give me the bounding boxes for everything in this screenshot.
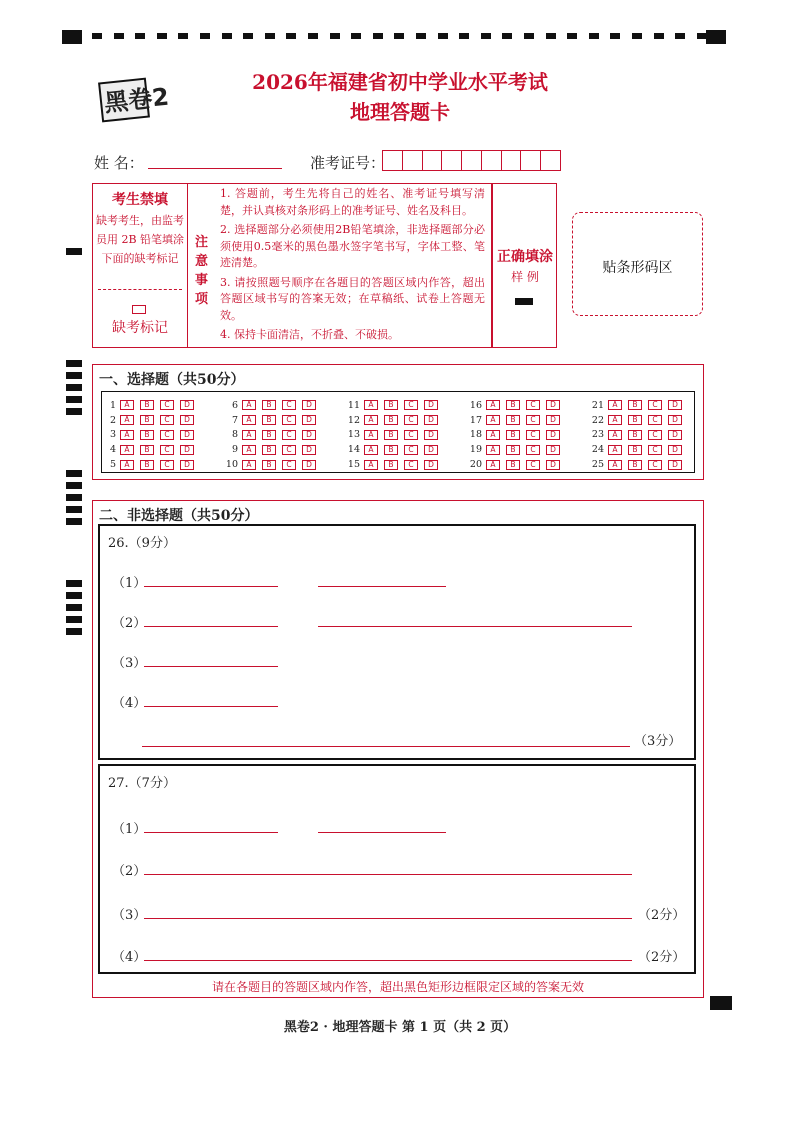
question-number: 16 bbox=[469, 399, 482, 411]
question-row bbox=[346, 442, 444, 457]
timing-mark bbox=[706, 30, 726, 44]
absent-mark-label: 缺考标记 bbox=[112, 320, 168, 336]
side-mark bbox=[66, 592, 82, 599]
sub-label: （3） bbox=[112, 656, 147, 671]
answer-bubble-d[interactable]: D bbox=[180, 415, 194, 425]
timing-dash bbox=[135, 33, 145, 39]
answer-bubble-a[interactable]: A bbox=[364, 460, 378, 470]
answer-bubble-b[interactable]: B bbox=[506, 445, 520, 455]
answer-bubble-a[interactable]: A bbox=[364, 415, 378, 425]
question-26-box bbox=[98, 524, 696, 760]
question-group bbox=[590, 398, 688, 472]
answer-bubble-d[interactable]: D bbox=[546, 460, 560, 470]
answer-bubble-b[interactable]: B bbox=[506, 430, 520, 440]
answer-bubble-a[interactable]: A bbox=[242, 415, 256, 425]
answer-bubble-b[interactable]: B bbox=[628, 460, 642, 470]
question-number: 21 bbox=[591, 399, 604, 411]
question-number: 14 bbox=[347, 444, 360, 456]
answer-bubble-c[interactable]: C bbox=[282, 400, 296, 410]
timing-dash bbox=[308, 33, 318, 39]
answer-line[interactable] bbox=[144, 626, 278, 627]
answer-bubble-c[interactable]: C bbox=[648, 460, 662, 470]
side-mark bbox=[66, 604, 82, 611]
answer-line[interactable] bbox=[144, 706, 278, 707]
question-row bbox=[590, 413, 688, 428]
question-group bbox=[468, 398, 566, 472]
answer-bubble-d[interactable]: D bbox=[302, 415, 316, 425]
answer-bubble-c[interactable]: C bbox=[648, 415, 662, 425]
timing-dash bbox=[286, 33, 296, 39]
example-sub: 样 例 bbox=[511, 270, 539, 284]
question-number: 23 bbox=[591, 429, 604, 441]
question-row bbox=[224, 428, 322, 443]
answer-bubble-d[interactable]: D bbox=[424, 460, 438, 470]
answer-bubble-b[interactable]: B bbox=[506, 400, 520, 410]
question-number: 10 bbox=[225, 459, 238, 471]
question-row bbox=[346, 413, 444, 428]
corner-mark bbox=[710, 996, 732, 1010]
question-number: 15 bbox=[347, 459, 360, 471]
question-row bbox=[102, 457, 200, 472]
answer-bubble-a[interactable]: A bbox=[120, 445, 134, 455]
answer-bubble-a[interactable]: A bbox=[120, 430, 134, 440]
page-subtitle: 地理答题卡 bbox=[350, 100, 450, 124]
side-mark bbox=[66, 506, 82, 513]
answer-bubble-b[interactable]: B bbox=[384, 445, 398, 455]
example-panel bbox=[493, 183, 557, 348]
answer-bubble-b[interactable]: B bbox=[262, 415, 276, 425]
answer-bubble-d[interactable]: D bbox=[180, 460, 194, 470]
answer-bubble-a[interactable]: A bbox=[364, 445, 378, 455]
answer-bubble-c[interactable]: C bbox=[282, 415, 296, 425]
answer-bubble-c[interactable]: C bbox=[404, 445, 418, 455]
answer-bubble-b[interactable]: B bbox=[384, 415, 398, 425]
points-label: （3分） bbox=[634, 734, 682, 749]
note-item: 2. 选择题部分必须使用2B铅笔填涂，非选择题部分必须使用0.5毫米的黑色墨水签字笔书写，字体工整、笔迹清楚。 bbox=[220, 223, 485, 269]
absent-panel bbox=[92, 183, 188, 348]
answer-bubble-c[interactable]: C bbox=[648, 430, 662, 440]
sub-label: （1） bbox=[112, 822, 147, 837]
note-item: 4. 保持卡面清洁，不折叠、不破损。 bbox=[220, 328, 399, 341]
answer-bubble-b[interactable]: B bbox=[262, 430, 276, 440]
question-number: 4 bbox=[109, 444, 116, 456]
answer-line[interactable] bbox=[318, 586, 446, 587]
question-row bbox=[224, 442, 322, 457]
question-row bbox=[224, 457, 322, 472]
timing-dash bbox=[114, 33, 124, 39]
question-number: 11 bbox=[347, 399, 360, 411]
question-row bbox=[590, 442, 688, 457]
question-row bbox=[468, 457, 566, 472]
question-group bbox=[224, 398, 322, 472]
timing-dash bbox=[351, 33, 361, 39]
answer-bubble-c[interactable]: C bbox=[648, 445, 662, 455]
timing-dash bbox=[265, 33, 275, 39]
answer-grid bbox=[101, 391, 695, 473]
sub-label: （4） bbox=[112, 696, 147, 711]
side-mark bbox=[66, 518, 82, 525]
answer-bubble-c[interactable]: C bbox=[160, 400, 174, 410]
timing-dash bbox=[524, 33, 534, 39]
question-number: 22 bbox=[591, 414, 604, 426]
answer-bubble-a[interactable]: A bbox=[120, 415, 134, 425]
answer-bubble-c[interactable]: C bbox=[404, 460, 418, 470]
side-mark bbox=[66, 482, 82, 489]
side-mark bbox=[66, 396, 82, 403]
question-group bbox=[102, 398, 200, 472]
question-number: 7 bbox=[231, 414, 238, 426]
timing-dash bbox=[394, 33, 404, 39]
timing-dash bbox=[589, 33, 599, 39]
answer-bubble-b[interactable]: B bbox=[262, 400, 276, 410]
barcode-area: 贴条形码区 bbox=[572, 212, 703, 316]
question-number: 2 bbox=[109, 414, 116, 426]
sub-label: （4） bbox=[112, 950, 147, 965]
side-mark bbox=[66, 384, 82, 391]
timing-dash bbox=[481, 33, 491, 39]
logo: 黑卷2 bbox=[100, 72, 192, 120]
question-number: 13 bbox=[347, 429, 360, 441]
timing-dash bbox=[178, 33, 188, 39]
answer-bubble-a[interactable]: A bbox=[364, 430, 378, 440]
answer-bubble-a[interactable]: A bbox=[120, 460, 134, 470]
sub-label: （2） bbox=[112, 616, 147, 631]
answer-bubble-d[interactable]: D bbox=[668, 445, 682, 455]
answer-bubble-d[interactable]: D bbox=[668, 460, 682, 470]
answer-bubble-c[interactable]: C bbox=[282, 430, 296, 440]
timing-dash bbox=[632, 33, 642, 39]
answer-bubble-b[interactable]: B bbox=[506, 415, 520, 425]
side-mark bbox=[66, 628, 82, 635]
footnote: 请在各题目的答题区域内作答，超出黑色矩形边框限定区域的答案无效 bbox=[211, 980, 584, 994]
answer-bubble-c[interactable]: C bbox=[160, 445, 174, 455]
question-row bbox=[102, 413, 200, 428]
top-timing-marks bbox=[62, 30, 726, 44]
timing-dash bbox=[438, 33, 448, 39]
timing-dash bbox=[654, 33, 664, 39]
answer-bubble-c[interactable]: C bbox=[526, 445, 540, 455]
sub-label: （1） bbox=[112, 576, 147, 591]
answer-bubble-c[interactable]: C bbox=[526, 415, 540, 425]
answer-bubble-a[interactable]: A bbox=[608, 430, 622, 440]
answer-line[interactable] bbox=[144, 960, 632, 961]
timing-dash bbox=[373, 33, 383, 39]
answer-bubble-a[interactable]: A bbox=[242, 445, 256, 455]
answer-bubble-d[interactable]: D bbox=[180, 430, 194, 440]
answer-bubble-a[interactable]: A bbox=[242, 460, 256, 470]
answer-line[interactable] bbox=[144, 666, 278, 667]
side-mark bbox=[66, 408, 82, 415]
answer-bubble-a[interactable]: A bbox=[486, 445, 500, 455]
answer-bubble-a[interactable]: A bbox=[486, 415, 500, 425]
answer-bubble-b[interactable]: B bbox=[628, 400, 642, 410]
question-row bbox=[468, 413, 566, 428]
answer-bubble-c[interactable]: C bbox=[404, 415, 418, 425]
sub-label: （3） bbox=[112, 908, 147, 923]
answer-bubble-b[interactable]: B bbox=[384, 400, 398, 410]
note-item: 3. 请按照题号顺序在各题目的答题区域内作答，超出答题区域书写的答案无效；在草稿纸、试卷上答题无效。 bbox=[220, 275, 485, 322]
answer-bubble-c[interactable]: C bbox=[526, 430, 540, 440]
answer-bubble-a[interactable]: A bbox=[608, 460, 622, 470]
question-number: 25 bbox=[591, 459, 604, 471]
side-mark bbox=[66, 470, 82, 477]
question-number: 9 bbox=[231, 444, 238, 456]
question-row bbox=[224, 398, 322, 413]
side-mark bbox=[66, 248, 82, 255]
question-row bbox=[590, 398, 688, 413]
timing-dash bbox=[222, 33, 232, 39]
answer-line[interactable] bbox=[144, 832, 278, 833]
answer-bubble-b[interactable]: B bbox=[384, 460, 398, 470]
notes-list bbox=[216, 183, 492, 348]
answer-bubble-b[interactable]: B bbox=[140, 460, 154, 470]
section2-label: 二、非选择题（共50分） bbox=[99, 508, 259, 524]
question-number: 8 bbox=[231, 429, 238, 441]
question-title: 27.（7分） bbox=[108, 776, 176, 791]
question-row bbox=[346, 398, 444, 413]
answer-bubble-b[interactable]: B bbox=[384, 430, 398, 440]
timing-dash bbox=[546, 33, 556, 39]
answer-bubble-a[interactable]: A bbox=[242, 430, 256, 440]
absent-mark-box[interactable] bbox=[132, 305, 146, 314]
answer-bubble-d[interactable]: D bbox=[424, 430, 438, 440]
answer-line[interactable] bbox=[144, 586, 278, 587]
answer-bubble-b[interactable]: B bbox=[140, 400, 154, 410]
question-row bbox=[102, 398, 200, 413]
answer-bubble-c[interactable]: C bbox=[404, 400, 418, 410]
question-row bbox=[468, 442, 566, 457]
timing-dash bbox=[675, 33, 685, 39]
timing-dash bbox=[416, 33, 426, 39]
question-group bbox=[346, 398, 444, 472]
answer-bubble-d[interactable]: D bbox=[546, 445, 560, 455]
answer-line[interactable] bbox=[144, 874, 632, 875]
answer-bubble-a[interactable]: A bbox=[120, 400, 134, 410]
answer-bubble-a[interactable]: A bbox=[608, 415, 622, 425]
answer-bubble-d[interactable]: D bbox=[302, 430, 316, 440]
question-title: 26.（9分） bbox=[108, 536, 176, 551]
answer-bubble-a[interactable]: A bbox=[486, 460, 500, 470]
answer-bubble-a[interactable]: A bbox=[364, 400, 378, 410]
question-number: 1 bbox=[109, 399, 116, 411]
side-mark bbox=[66, 580, 82, 587]
answer-bubble-a[interactable]: A bbox=[486, 400, 500, 410]
question-row bbox=[346, 428, 444, 443]
answer-bubble-a[interactable]: A bbox=[486, 430, 500, 440]
answer-bubble-d[interactable]: D bbox=[302, 445, 316, 455]
answer-bubble-b[interactable]: B bbox=[506, 460, 520, 470]
answer-bubble-c[interactable]: C bbox=[160, 415, 174, 425]
answer-bubble-d[interactable]: D bbox=[302, 400, 316, 410]
question-row bbox=[102, 442, 200, 457]
answer-bubble-b[interactable]: B bbox=[628, 445, 642, 455]
filled-example-mark bbox=[515, 298, 533, 305]
timing-dash bbox=[200, 33, 210, 39]
question-number: 17 bbox=[469, 414, 482, 426]
answer-bubble-c[interactable]: C bbox=[160, 460, 174, 470]
timing-dash bbox=[567, 33, 577, 39]
sub-label: （2） bbox=[112, 864, 147, 879]
answer-bubble-d[interactable]: D bbox=[424, 400, 438, 410]
example-title: 正确填涂 bbox=[497, 249, 553, 265]
answer-bubble-a[interactable]: A bbox=[608, 400, 622, 410]
question-number: 20 bbox=[469, 459, 482, 471]
answer-bubble-b[interactable]: B bbox=[140, 430, 154, 440]
question-number: 24 bbox=[591, 444, 604, 456]
timing-dash bbox=[330, 33, 340, 39]
answer-bubble-d[interactable]: D bbox=[668, 415, 682, 425]
answer-bubble-b[interactable]: B bbox=[140, 415, 154, 425]
answer-bubble-b[interactable]: B bbox=[140, 445, 154, 455]
timing-dash bbox=[610, 33, 620, 39]
section1-label: 一、选择题（共50分） bbox=[99, 372, 245, 388]
answer-bubble-d[interactable]: D bbox=[546, 400, 560, 410]
timing-mark bbox=[62, 30, 82, 44]
absent-title: 考生禁填 bbox=[112, 192, 168, 208]
question-row bbox=[590, 457, 688, 472]
question-number: 3 bbox=[109, 429, 116, 441]
side-mark bbox=[66, 616, 82, 623]
answer-bubble-d[interactable]: D bbox=[180, 445, 194, 455]
answer-bubble-d[interactable]: D bbox=[668, 400, 682, 410]
question-number: 12 bbox=[347, 414, 360, 426]
absent-body: 缺考考生，由监考员用 2B 铅笔填涂下面的缺考标记 bbox=[95, 214, 185, 265]
page-footer: 黑卷2 · 地理答题卡 第 1 页（共 2 页） bbox=[283, 1020, 517, 1035]
answer-bubble-a[interactable]: A bbox=[242, 400, 256, 410]
timing-dash bbox=[92, 33, 102, 39]
answer-bubble-b[interactable]: B bbox=[628, 430, 642, 440]
answer-bubble-c[interactable]: C bbox=[526, 460, 540, 470]
question-27-box bbox=[98, 764, 696, 974]
notes-label: 注意事项 bbox=[195, 235, 209, 307]
answer-line[interactable] bbox=[318, 832, 446, 833]
answer-line[interactable] bbox=[318, 626, 632, 627]
question-row bbox=[346, 457, 444, 472]
side-mark bbox=[66, 372, 82, 379]
answer-bubble-c[interactable]: C bbox=[160, 430, 174, 440]
answer-bubble-d[interactable]: D bbox=[668, 430, 682, 440]
answer-bubble-d[interactable]: D bbox=[424, 415, 438, 425]
answer-bubble-c[interactable]: C bbox=[648, 400, 662, 410]
answer-bubble-c[interactable]: C bbox=[526, 400, 540, 410]
answer-bubble-d[interactable]: D bbox=[424, 445, 438, 455]
multiple-choice-section bbox=[92, 364, 704, 480]
answer-line[interactable] bbox=[142, 746, 630, 747]
answer-bubble-d[interactable]: D bbox=[546, 430, 560, 440]
timing-dash bbox=[502, 33, 512, 39]
name-field[interactable] bbox=[148, 168, 282, 169]
question-row bbox=[224, 413, 322, 428]
name-label: 姓 名： bbox=[94, 154, 144, 172]
answer-bubble-c[interactable]: C bbox=[282, 460, 296, 470]
exam-id-boxes[interactable] bbox=[383, 150, 561, 171]
answer-bubble-b[interactable]: B bbox=[628, 415, 642, 425]
side-mark bbox=[66, 494, 82, 501]
answer-bubble-a[interactable]: A bbox=[608, 445, 622, 455]
side-mark bbox=[66, 360, 82, 367]
answer-bubble-b[interactable]: B bbox=[262, 445, 276, 455]
exam-id-label: 准考证号： bbox=[310, 154, 386, 172]
answer-line[interactable] bbox=[144, 918, 632, 919]
timing-dash bbox=[459, 33, 469, 39]
page-title: 2026年福建省初中学业水平考试 bbox=[252, 70, 548, 94]
answer-bubble-b[interactable]: B bbox=[262, 460, 276, 470]
note-item: 1. 答题前，考生先将自己的姓名、准考证号填写清楚，并认真核对条形码上的准考证号、姓名及科目。 bbox=[220, 187, 485, 217]
timing-dash bbox=[157, 33, 167, 39]
question-row bbox=[468, 398, 566, 413]
timing-dash bbox=[243, 33, 253, 39]
question-number: 18 bbox=[469, 429, 482, 441]
question-number: 5 bbox=[109, 459, 116, 471]
question-row bbox=[590, 428, 688, 443]
question-number: 6 bbox=[231, 399, 238, 411]
points-label: （2分） bbox=[638, 950, 686, 965]
question-row bbox=[102, 428, 200, 443]
points-label: （2分） bbox=[638, 908, 686, 923]
answer-bubble-c[interactable]: C bbox=[404, 430, 418, 440]
question-row bbox=[468, 428, 566, 443]
answer-bubble-d[interactable]: D bbox=[302, 460, 316, 470]
answer-bubble-d[interactable]: D bbox=[546, 415, 560, 425]
answer-bubble-d[interactable]: D bbox=[180, 400, 194, 410]
question-number: 19 bbox=[469, 444, 482, 456]
answer-bubble-c[interactable]: C bbox=[282, 445, 296, 455]
